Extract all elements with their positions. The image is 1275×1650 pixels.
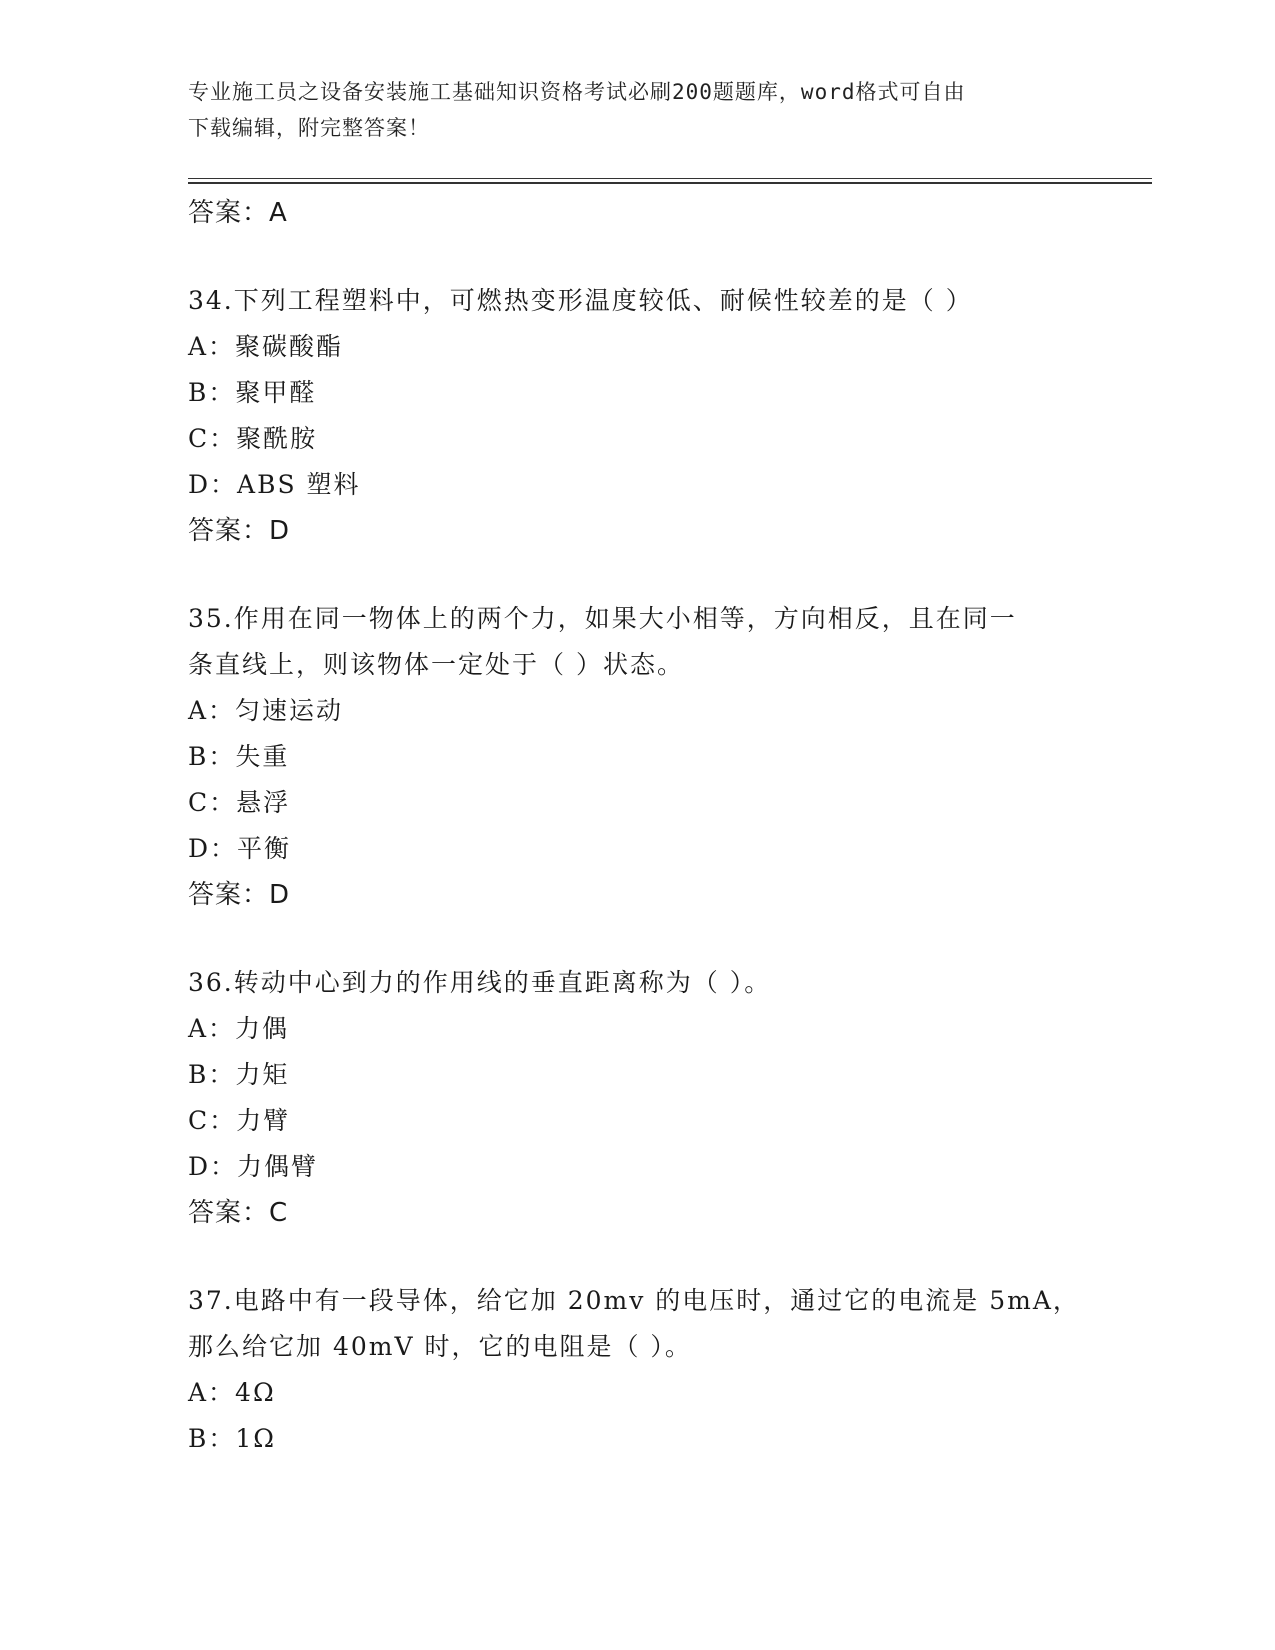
- question-37: [188, 1278, 1088, 1462]
- question-34: [188, 278, 1088, 554]
- header-line-1: 专业施工员之设备安装施工基础知识资格考试必刷200题题库，word格式可自由: [188, 80, 966, 104]
- option-d: D：ABS 塑料: [188, 470, 361, 499]
- question-stem: 36.转动中心到力的作用线的垂直距离称为（ ）。: [188, 968, 772, 997]
- header-divider-thin: [188, 178, 1152, 179]
- question-stem-continued: 那么给它加 40mV 时，它的电阻是（ ）。: [188, 1332, 692, 1361]
- spacer: [188, 554, 1088, 596]
- option-b: B：聚甲醛: [188, 378, 317, 407]
- question-stem: 37.电路中有一段导体，给它加 20mv 的电压时，通过它的电流是 5mA，: [188, 1286, 1080, 1315]
- spacer: [188, 918, 1088, 960]
- answer: 答案：C: [188, 1198, 289, 1228]
- option-d: D：平衡: [188, 834, 292, 863]
- header-line-2: 下载编辑，附完整答案！: [188, 116, 430, 140]
- option-a: A：力偶: [188, 1014, 290, 1043]
- option-d: D：力偶臂: [188, 1152, 319, 1181]
- spacer: [188, 1236, 1088, 1278]
- header-divider-thick: [188, 182, 1152, 184]
- option-b: B：力矩: [188, 1060, 290, 1089]
- previous-answer: 答案：A: [188, 198, 288, 228]
- option-c: C：聚酰胺: [188, 424, 318, 453]
- question-stem: 34.下列工程塑料中，可燃热变形温度较低、耐候性较差的是（ ）: [188, 286, 973, 315]
- question-35: [188, 596, 1088, 918]
- question-36: [188, 960, 1088, 1236]
- option-c: C：悬浮: [188, 788, 291, 817]
- question-stem-continued: 条直线上，则该物体一定处于（ ）状态。: [188, 650, 684, 679]
- option-c: C：力臂: [188, 1106, 291, 1135]
- option-a: A：聚碳酸酯: [188, 332, 344, 361]
- question-list: [188, 190, 1088, 1462]
- option-a: A：4Ω: [188, 1378, 276, 1407]
- question-stem: 35.作用在同一物体上的两个力，如果大小相等，方向相反，且在同一: [188, 604, 1017, 633]
- spacer: [188, 236, 1088, 278]
- option-b: B：1Ω: [188, 1424, 277, 1453]
- answer: 答案：D: [188, 516, 291, 546]
- option-b: B：失重: [188, 742, 290, 771]
- answer: 答案：D: [188, 880, 291, 910]
- option-a: A：匀速运动: [188, 696, 344, 725]
- document-header: [188, 74, 1068, 146]
